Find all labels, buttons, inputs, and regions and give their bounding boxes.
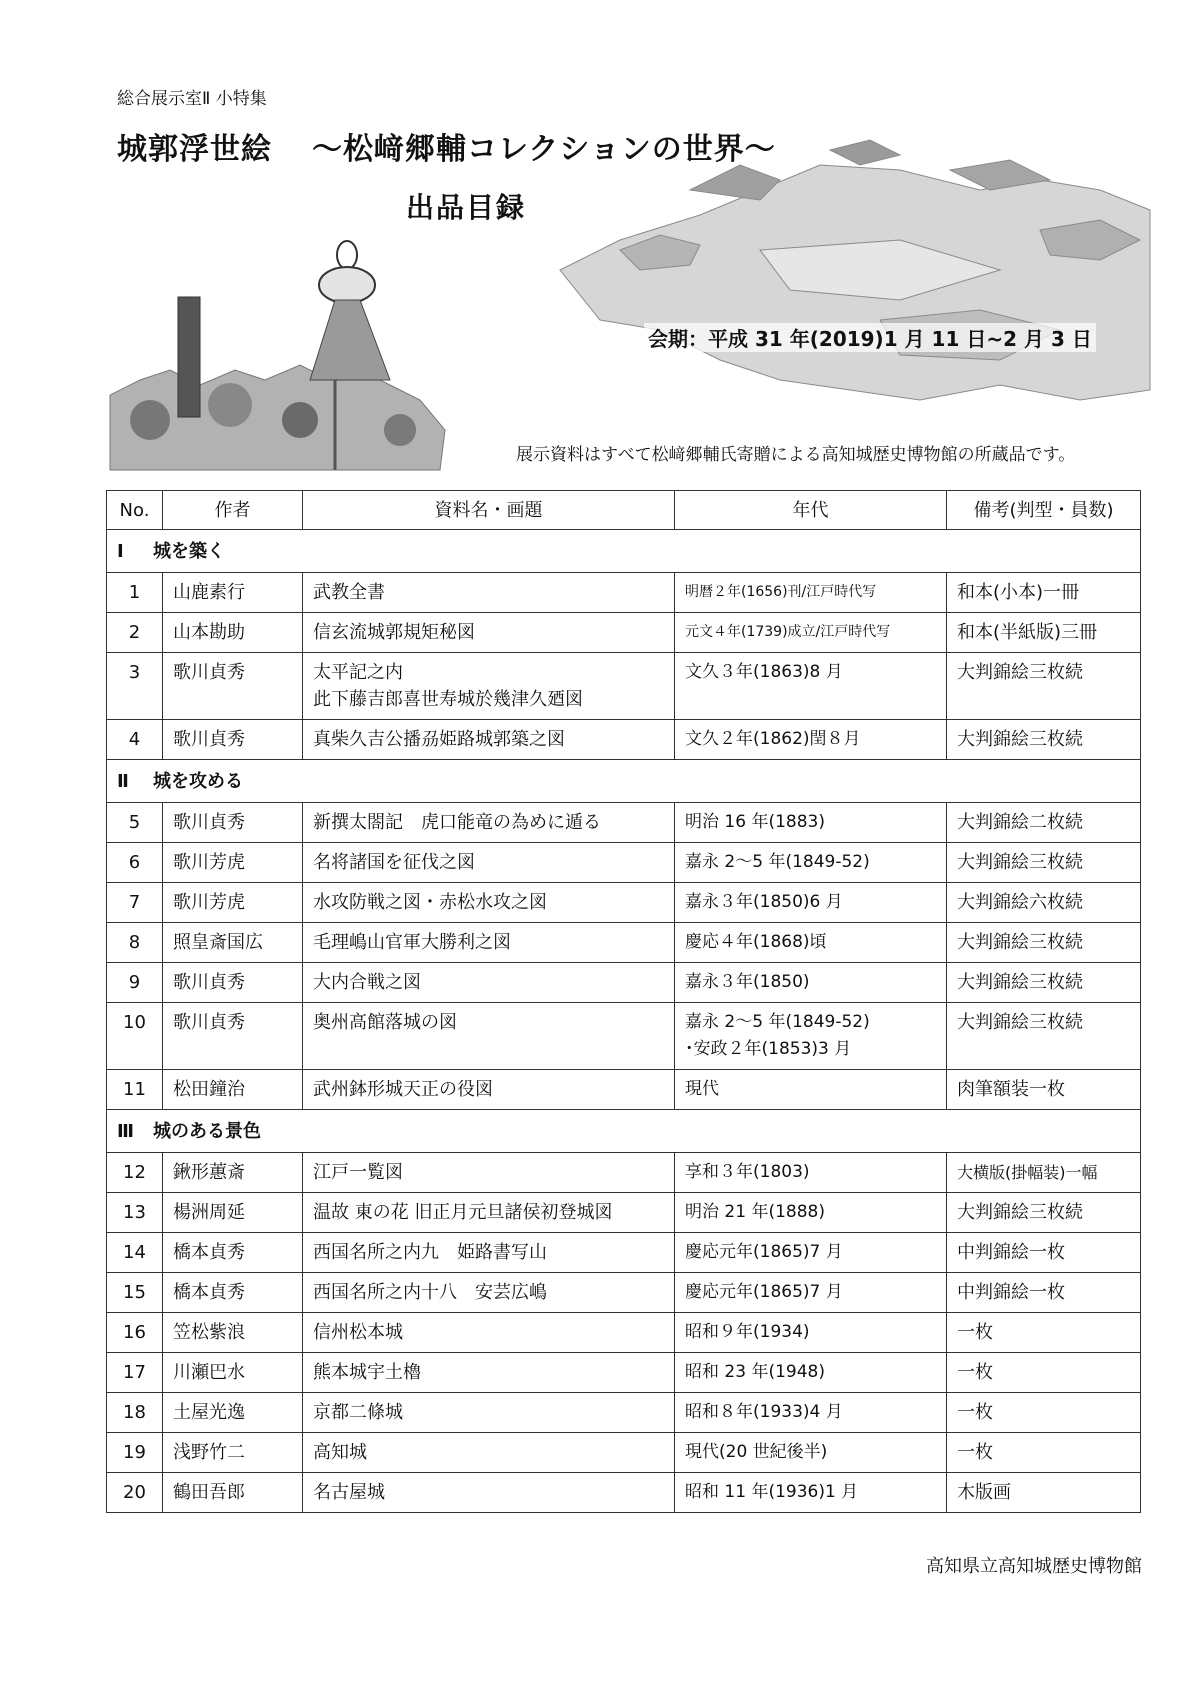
cell-title: 新撰太閤記 虎口能竜の為めに遁る <box>303 803 675 843</box>
cell-author: 土屋光逸 <box>163 1393 303 1433</box>
table-row <box>107 1473 1141 1513</box>
cell-date: 慶応元年(1865)7 月 <box>675 1233 947 1273</box>
cell-date: 文久２年(1862)閏８月 <box>675 720 947 760</box>
cell-date: 享和３年(1803) <box>675 1153 947 1193</box>
cell-remarks: 一枚 <box>947 1393 1141 1433</box>
cell-date: 昭和 23 年(1948) <box>675 1353 947 1393</box>
cell-date: 現代(20 世紀後半) <box>675 1433 947 1473</box>
section-heading <box>107 760 1141 803</box>
cell-remarks: 大横版(掛幅装)一幅 <box>947 1153 1141 1193</box>
cell-no: 17 <box>107 1353 163 1393</box>
header-date: 年代 <box>675 491 947 530</box>
cell-remarks: 和本(小本)一冊 <box>947 573 1141 613</box>
section-label: 城を攻める <box>153 770 243 792</box>
cell-author: 川瀬巴水 <box>163 1353 303 1393</box>
cell-remarks: 大判錦絵三枚続 <box>947 1193 1141 1233</box>
cell-title: 武教全書 <box>303 573 675 613</box>
cell-date: 昭和８年(1933)4 月 <box>675 1393 947 1433</box>
section-numeral: Ⅲ <box>117 1120 135 1142</box>
header-author: 作者 <box>163 491 303 530</box>
cell-no: 12 <box>107 1153 163 1193</box>
table-row <box>107 1273 1141 1313</box>
cell-author: 歌川貞秀 <box>163 1003 303 1070</box>
cell-no: 18 <box>107 1393 163 1433</box>
section-numeral: Ⅰ <box>117 540 124 562</box>
cell-no: 19 <box>107 1433 163 1473</box>
cell-author: 松田鐘治 <box>163 1070 303 1110</box>
header-remarks: 備考(判型・員数) <box>947 491 1141 530</box>
table-row <box>107 573 1141 613</box>
cell-date: 明治 21 年(1888) <box>675 1193 947 1233</box>
table-row <box>107 1193 1141 1233</box>
cell-no: 8 <box>107 923 163 963</box>
cell-title: 西国名所之内十八 安芸広嶋 <box>303 1273 675 1313</box>
collection-note: 展示資料はすべて松﨑郷輔氏寄贈による高知城歴史博物館の所蔵品です。 <box>516 445 1076 465</box>
table-row <box>107 1433 1141 1473</box>
cell-date: 嘉永３年(1850)6 月 <box>675 883 947 923</box>
cell-date: 慶応４年(1868)頃 <box>675 923 947 963</box>
table-row <box>107 923 1141 963</box>
cell-title: 水攻防戦之図・赤松水攻之図 <box>303 883 675 923</box>
table-row <box>107 1233 1141 1273</box>
cell-no: 20 <box>107 1473 163 1513</box>
cell-remarks: 一枚 <box>947 1353 1141 1393</box>
cell-date-line: 嘉永 2～5 年(1849-52) <box>685 1012 870 1032</box>
header-title: 資料名・画題 <box>303 491 675 530</box>
cell-author: 笠松紫浪 <box>163 1313 303 1353</box>
section-row <box>107 760 1141 803</box>
cell-remarks: 大判錦絵二枚続 <box>947 803 1141 843</box>
cell-no: 11 <box>107 1070 163 1110</box>
publisher-name: 高知県立高知城歴史博物館 <box>926 1556 1142 1577</box>
cell-remarks: 中判錦絵一枚 <box>947 1233 1141 1273</box>
cell-author: 歌川貞秀 <box>163 653 303 720</box>
cell-date: 昭和９年(1934) <box>675 1313 947 1353</box>
table-header-row <box>107 491 1141 530</box>
title-sub: ～松﨑郷輔コレクションの世界～ <box>312 132 776 167</box>
cell-no: 3 <box>107 653 163 720</box>
table-row <box>107 1353 1141 1393</box>
cell-no: 7 <box>107 883 163 923</box>
cell-remarks: 大判錦絵三枚続 <box>947 720 1141 760</box>
cell-date: 慶応元年(1865)7 月 <box>675 1273 947 1313</box>
cell-no: 9 <box>107 963 163 1003</box>
cell-no: 5 <box>107 803 163 843</box>
cell-remarks: 大判錦絵三枚続 <box>947 963 1141 1003</box>
cell-date: 明暦２年(1656)刊/江戸時代写 <box>675 573 947 613</box>
cell-remarks: 中判錦絵一枚 <box>947 1273 1141 1313</box>
cell-title: 大内合戦之図 <box>303 963 675 1003</box>
cell-title: 名古屋城 <box>303 1473 675 1513</box>
table-row <box>107 803 1141 843</box>
cell-title: 温故 東の花 旧正月元旦諸侯初登城図 <box>303 1193 675 1233</box>
cell-date: 嘉永 2～5 年(1849-52) <box>675 843 947 883</box>
table-row <box>107 843 1141 883</box>
cell-title: 奥州高館落城の図 <box>303 1003 675 1070</box>
cell-title: 京都二條城 <box>303 1393 675 1433</box>
cell-title-line: 此下藤吉郎喜世寿城於幾津久廼図 <box>313 689 583 710</box>
section-row <box>107 1110 1141 1153</box>
cell-author: 歌川貞秀 <box>163 963 303 1003</box>
table-row <box>107 963 1141 1003</box>
cell-no: 4 <box>107 720 163 760</box>
cell-remarks: 一枚 <box>947 1313 1141 1353</box>
cell-title: 高知城 <box>303 1433 675 1473</box>
cell-remarks: 大判錦絵三枚続 <box>947 653 1141 720</box>
cell-author: 鶴田吾郎 <box>163 1473 303 1513</box>
cell-author: 橋本貞秀 <box>163 1233 303 1273</box>
cell-author: 山鹿素行 <box>163 573 303 613</box>
section-label: 城のある景色 <box>153 1120 261 1142</box>
cell-remarks: 木版画 <box>947 1473 1141 1513</box>
cell-date: 元文４年(1739)成立/江戸時代写 <box>675 613 947 653</box>
title-main: 城郭浮世絵 <box>117 132 272 167</box>
exhibition-period: 会期：平成 31 年(2019)1 月 11 日~2 月 3 日 <box>644 323 1096 352</box>
cell-remarks: 大判錦絵三枚続 <box>947 923 1141 963</box>
catalog-title: 出品目録 <box>406 191 527 224</box>
table-row <box>107 883 1141 923</box>
table-row <box>107 1153 1141 1193</box>
cell-date: 明治 16 年(1883) <box>675 803 947 843</box>
cell-date <box>675 1003 947 1070</box>
cell-author: 照皇斎国広 <box>163 923 303 963</box>
cell-no: 6 <box>107 843 163 883</box>
cell-author: 浅野竹二 <box>163 1433 303 1473</box>
cell-date: 現代 <box>675 1070 947 1110</box>
cell-no: 14 <box>107 1233 163 1273</box>
cell-date: 嘉永３年(1850) <box>675 963 947 1003</box>
cell-title: 武州鉢形城天正の役図 <box>303 1070 675 1110</box>
cell-title: 信州松本城 <box>303 1313 675 1353</box>
cell-author: 山本勘助 <box>163 613 303 653</box>
cell-title: 名将諸国を征伐之図 <box>303 843 675 883</box>
section-numeral: Ⅱ <box>117 770 129 792</box>
cell-remarks: 和本(半紙版)三冊 <box>947 613 1141 653</box>
section-label: 城を築く <box>153 540 225 562</box>
page-subtitle: 総合展示室Ⅱ 小特集 <box>117 89 267 109</box>
cell-title: 毛理嶋山官軍大勝利之図 <box>303 923 675 963</box>
cell-remarks: 大判錦絵三枚続 <box>947 843 1141 883</box>
cell-author: 鍬形蕙斎 <box>163 1153 303 1193</box>
cell-title: 熊本城宇土櫓 <box>303 1353 675 1393</box>
cell-title: 江戸一覧図 <box>303 1153 675 1193</box>
cell-no: 13 <box>107 1193 163 1233</box>
cell-remarks: 一枚 <box>947 1433 1141 1473</box>
cell-title-line: 太平記之内 <box>313 662 403 683</box>
cell-author: 橋本貞秀 <box>163 1273 303 1313</box>
cell-author: 楊洲周延 <box>163 1193 303 1233</box>
cell-no: 16 <box>107 1313 163 1353</box>
cell-no: 15 <box>107 1273 163 1313</box>
cell-remarks: 大判錦絵三枚続 <box>947 1003 1141 1070</box>
table-row <box>107 653 1141 720</box>
table-row <box>107 613 1141 653</box>
cell-title: 西国名所之内九 姫路書写山 <box>303 1233 675 1273</box>
cell-title: 信玄流城郭規矩秘図 <box>303 613 675 653</box>
cell-remarks: 大判錦絵六枚続 <box>947 883 1141 923</box>
cell-author: 歌川芳虎 <box>163 843 303 883</box>
cell-author: 歌川貞秀 <box>163 720 303 760</box>
table-row <box>107 1070 1141 1110</box>
table-row <box>107 1313 1141 1353</box>
table-row <box>107 1393 1141 1433</box>
table-row <box>107 1003 1141 1070</box>
catalog-table <box>106 490 1141 1513</box>
cell-title <box>303 653 675 720</box>
table-row <box>107 720 1141 760</box>
castle-scene-illustration <box>0 0 1200 490</box>
cell-date: 昭和 11 年(1936)1 月 <box>675 1473 947 1513</box>
cell-remarks: 肉筆額装一枚 <box>947 1070 1141 1110</box>
cell-no: 10 <box>107 1003 163 1070</box>
cell-date: 文久３年(1863)8 月 <box>675 653 947 720</box>
cell-author: 歌川芳虎 <box>163 883 303 923</box>
cell-title: 真柴久吉公播刕姫路城郭築之図 <box>303 720 675 760</box>
cell-author: 歌川貞秀 <box>163 803 303 843</box>
cell-date-line: ･安政２年(1853)3 月 <box>685 1039 852 1059</box>
cell-no: 1 <box>107 573 163 613</box>
section-heading <box>107 530 1141 573</box>
section-row <box>107 530 1141 573</box>
section-heading <box>107 1110 1141 1153</box>
header-no: No. <box>107 491 163 530</box>
cell-no: 2 <box>107 613 163 653</box>
